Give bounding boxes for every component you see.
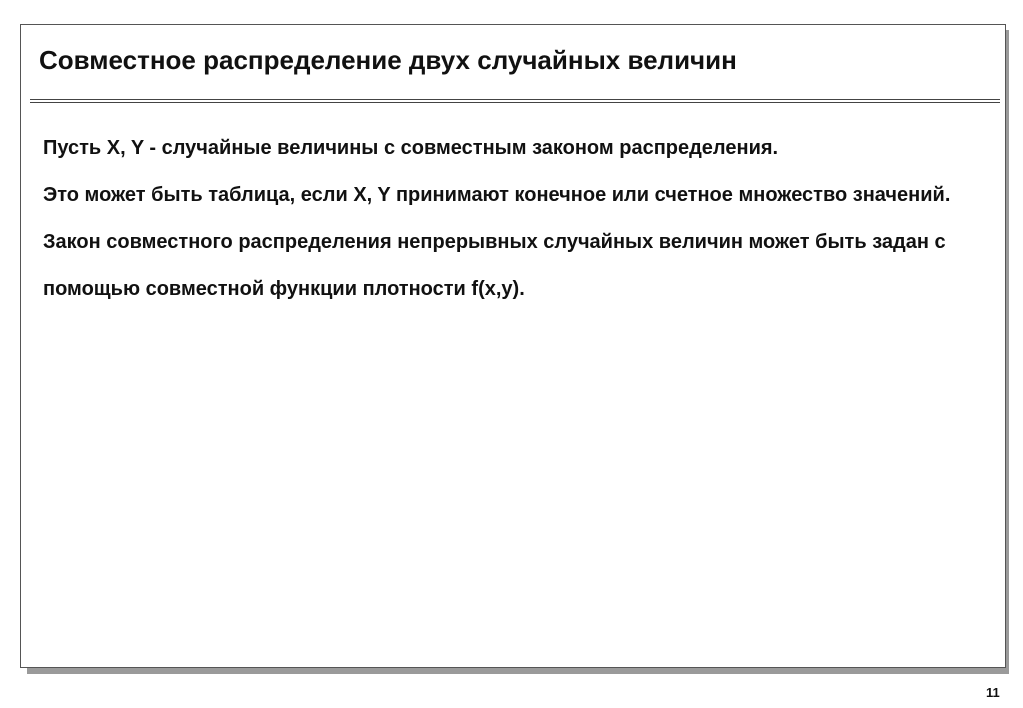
paragraph-definition: Пусть X, Y - случайные величины с совместным законом распределения. [43,137,779,159]
paragraph-description: Это может быть таблица, если X, Y принимают конечное или счетное множество значений. Закон совместного распределения непрерывных случайных величин может быть задан с помощью совместной функции плотности f(x,y). [43,184,951,300]
slide-frame [20,24,1006,668]
page-number: 11 [986,685,1000,700]
title-divider [30,99,1000,103]
slide-title: Совместное распределение двух случайных величин [39,45,737,75]
slide-body [43,125,993,313]
